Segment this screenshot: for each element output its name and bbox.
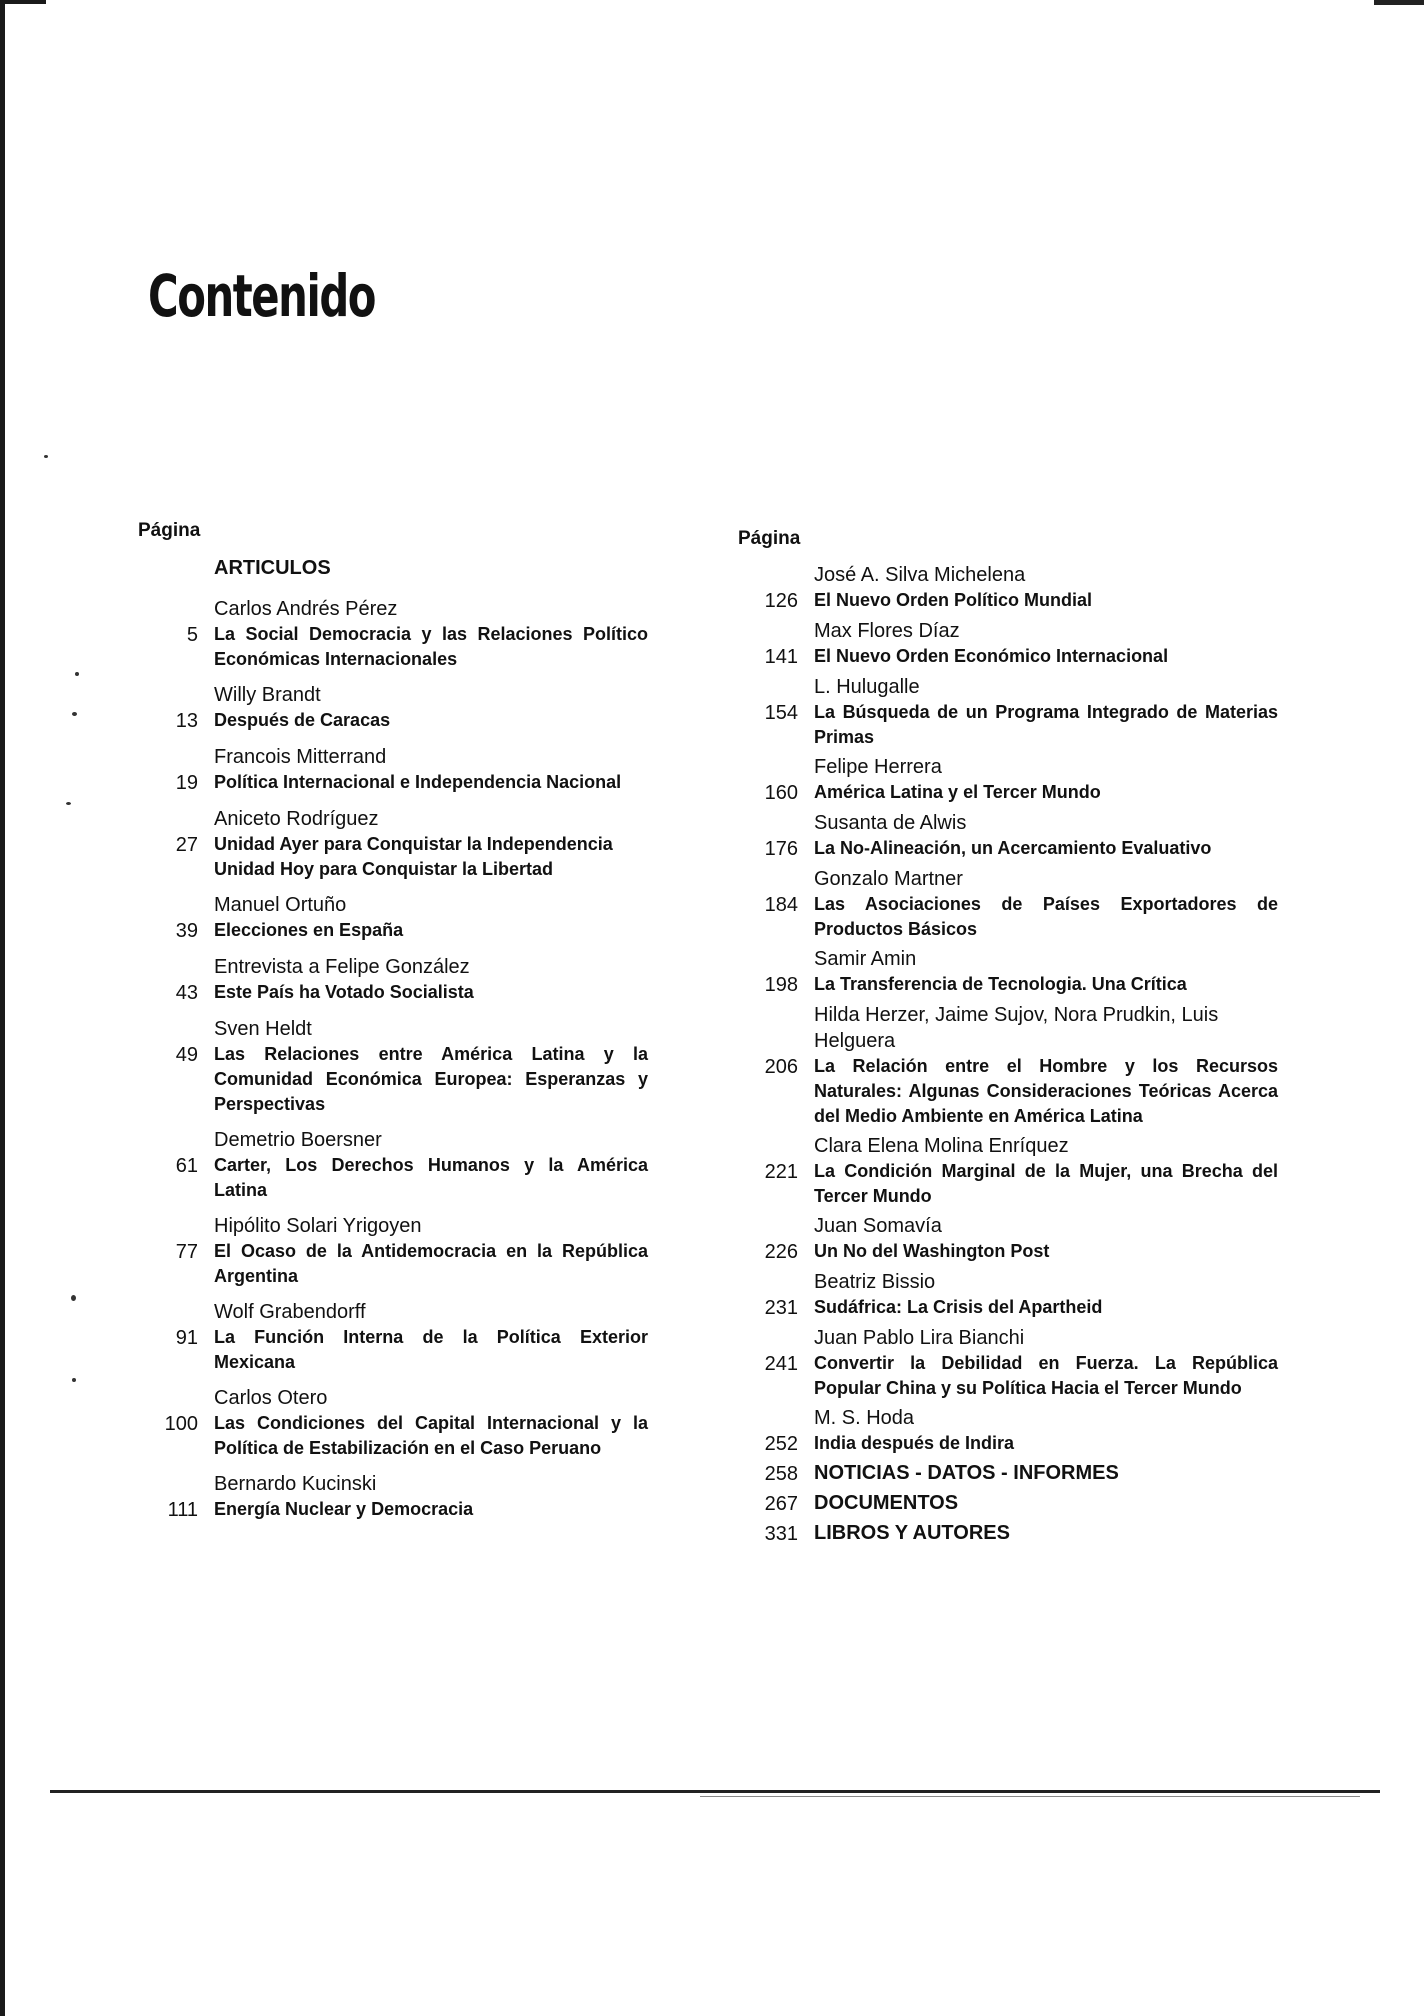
entry-title-line: Unidad Hoy para Conquistar la Libertad — [214, 859, 554, 879]
entry-title: LIBROS Y AUTORES — [814, 1522, 1010, 1544]
bottom-divider-faint — [700, 1796, 1360, 1797]
entry-page: 241 — [764, 1353, 798, 1375]
toc-left-column — [138, 520, 648, 1533]
entry-title: India después de Indira — [814, 1433, 1015, 1453]
entry-title: Después de Caracas — [214, 710, 391, 730]
toc-entry — [138, 744, 648, 796]
entry-page: 43 — [175, 982, 198, 1004]
entry-page: 100 — [164, 1413, 198, 1435]
entry-page: 39 — [175, 920, 198, 942]
entry-author: L. Hulugalle — [814, 676, 920, 698]
scan-edge-left — [0, 0, 5, 2016]
entry-author: Juan Pablo Lira Bianchi — [814, 1327, 1025, 1349]
entry-page: 160 — [764, 782, 798, 804]
entry-page: 154 — [764, 702, 798, 724]
entry-title: Convertir la Debilidad en Fuerza. La República Popular China y su Política Hacia el Tercer Mundo — [814, 1353, 1278, 1398]
entry-page: 5 — [186, 624, 198, 646]
entry-author: Carlos Otero — [214, 1387, 328, 1409]
entry-author: Hilda Herzer, Jaime Sujov, Nora Prudkin, Luis Helguera — [814, 1004, 1219, 1052]
entry-page: 141 — [764, 646, 798, 668]
toc-entry — [138, 1127, 648, 1203]
entry-title — [214, 832, 648, 882]
toc-entry — [738, 674, 1278, 750]
toc-entry — [138, 1471, 648, 1523]
scan-speck — [66, 802, 71, 805]
entry-page: 231 — [764, 1297, 798, 1319]
entry-title: Un No del Washington Post — [814, 1241, 1050, 1261]
toc-entry — [738, 1269, 1278, 1321]
scan-edge-top-left — [0, 0, 46, 4]
entry-page: 77 — [175, 1241, 198, 1263]
entry-author: José A. Silva Michelena — [814, 564, 1026, 586]
entry-page: 198 — [764, 974, 798, 996]
toc-entry — [138, 1016, 648, 1117]
entry-title: Este País ha Votado Socialista — [214, 982, 474, 1002]
scan-speck — [71, 1295, 76, 1301]
entry-page: 19 — [175, 772, 198, 794]
entry-author: Bernardo Kucinski — [214, 1473, 377, 1495]
entry-author: Demetrio Boersner — [214, 1129, 382, 1151]
toc-entry — [138, 1385, 648, 1461]
entry-title: La Búsqueda de un Programa Integrado de Materias Primas — [814, 702, 1278, 747]
entry-title: América Latina y el Tercer Mundo — [814, 782, 1101, 802]
entry-page: 61 — [175, 1155, 198, 1177]
entry-page: 206 — [764, 1056, 798, 1078]
entry-page: 221 — [764, 1161, 798, 1183]
entry-title: La Condición Marginal de la Mujer, una Brecha del Tercer Mundo — [814, 1161, 1278, 1206]
entry-author: Clara Elena Molina Enríquez — [814, 1135, 1069, 1157]
entry-title: Elecciones en España — [214, 920, 404, 940]
toc-entry — [738, 1461, 1278, 1487]
entry-author: Susanta de Alwis — [814, 812, 967, 834]
entry-author: Francois Mitterrand — [214, 746, 387, 768]
entry-page: 184 — [764, 894, 798, 916]
toc-entry — [138, 806, 648, 882]
entry-page: 111 — [167, 1499, 198, 1521]
bottom-divider — [50, 1790, 1380, 1793]
entry-title: La Transferencia de Tecnologia. Una Crítica — [814, 974, 1187, 994]
entry-title: NOTICIAS - DATOS - INFORMES — [814, 1462, 1119, 1484]
toc-entry — [738, 1521, 1278, 1547]
toc-entry — [738, 1213, 1278, 1265]
entry-page: 331 — [764, 1523, 798, 1545]
entry-page: 27 — [175, 834, 198, 856]
entry-title: La Social Democracia y las Relaciones Político Económicas Internacionales — [214, 624, 648, 669]
toc-entry — [738, 1002, 1278, 1129]
toc-entry — [738, 946, 1278, 998]
entry-page: 226 — [764, 1241, 798, 1263]
scan-edge-top-right — [1374, 0, 1424, 5]
entry-page: 258 — [764, 1463, 798, 1485]
entry-title: DOCUMENTOS — [814, 1492, 959, 1514]
page-title: Contenido — [148, 262, 376, 330]
page-column-header: Página — [738, 528, 801, 549]
entry-page: 91 — [175, 1327, 198, 1349]
entry-page: 126 — [764, 590, 798, 612]
page-column-header: Página — [138, 520, 201, 541]
entry-title-line: Unidad Ayer para Conquistar la Independencia — [214, 834, 613, 854]
toc-entry — [738, 618, 1278, 670]
entry-author: Felipe Herrera — [814, 756, 942, 778]
entry-page: 176 — [764, 838, 798, 860]
entry-title: El Nuevo Orden Económico Internacional — [814, 646, 1169, 666]
entry-author: Carlos Andrés Pérez — [214, 598, 398, 620]
entry-author: Beatriz Bissio — [814, 1271, 936, 1293]
toc-entry — [138, 1213, 648, 1289]
entry-author: Max Flores Díaz — [814, 620, 960, 642]
entry-author: Hipólito Solari Yrigoyen — [214, 1215, 422, 1237]
entry-title: Carter, Los Derechos Humanos y la América Latina — [214, 1155, 648, 1200]
scan-speck — [75, 672, 79, 676]
entry-title: Las Asociaciones de Países Exportadores de Productos Básicos — [814, 894, 1278, 939]
toc-entry — [138, 892, 648, 944]
entry-title: Las Relaciones entre América Latina y la Comunidad Económica Europea: Esperanzas y Perspectivas — [214, 1044, 648, 1114]
entry-title: Energía Nuclear y Democracia — [214, 1499, 474, 1519]
entry-author: Willy Brandt — [214, 684, 321, 706]
toc-right-column — [738, 528, 1278, 1551]
entry-author: Gonzalo Martner — [814, 868, 963, 890]
section-heading: ARTICULOS — [214, 557, 331, 579]
entry-author: Juan Somavía — [814, 1215, 942, 1237]
entry-title: La No-Alineación, un Acercamiento Evaluativo — [814, 838, 1212, 858]
entry-title: La Función Interna de la Política Exterior Mexicana — [214, 1327, 648, 1372]
toc-entry — [738, 1405, 1278, 1457]
entry-author: Sven Heldt — [214, 1018, 312, 1040]
entry-title: Sudáfrica: La Crisis del Apartheid — [814, 1297, 1103, 1317]
toc-entry — [738, 754, 1278, 806]
entry-author: Entrevista a Felipe González — [214, 956, 470, 978]
entry-author: Wolf Grabendorff — [214, 1301, 366, 1323]
entry-author: Samir Amin — [814, 948, 917, 970]
toc-entry — [738, 1133, 1278, 1209]
entry-title: Las Condiciones del Capital Internacional y la Política de Estabilización en el Caso Peruano — [214, 1413, 648, 1458]
scan-speck — [72, 712, 77, 716]
toc-entry — [738, 810, 1278, 862]
entry-title: La Relación entre el Hombre y los Recursos Naturales: Algunas Consideraciones Teóricas Acerca del Medio Ambiente en América Latina — [814, 1056, 1278, 1126]
entry-page: 13 — [175, 710, 198, 732]
entry-author: M. S. Hoda — [814, 1407, 915, 1429]
entry-title: El Nuevo Orden Político Mundial — [814, 590, 1093, 610]
toc-entry — [138, 954, 648, 1006]
toc-entry — [738, 562, 1278, 614]
entry-page: 49 — [175, 1044, 198, 1066]
toc-entry — [138, 1299, 648, 1375]
entry-author: Aniceto Rodríguez — [214, 808, 379, 830]
toc-entry — [138, 596, 648, 672]
toc-entry — [138, 682, 648, 734]
toc-entry — [738, 1325, 1278, 1401]
toc-entry — [738, 866, 1278, 942]
entry-page: 252 — [764, 1433, 798, 1455]
toc-entry — [738, 1491, 1278, 1517]
entry-page: 267 — [764, 1493, 798, 1515]
entry-author: Manuel Ortuño — [214, 894, 347, 916]
scan-speck — [72, 1378, 76, 1382]
entry-title: Política Internacional e Independencia Nacional — [214, 772, 622, 792]
scan-speck — [44, 455, 48, 458]
entry-title: El Ocaso de la Antidemocracia en la República Argentina — [214, 1241, 648, 1286]
